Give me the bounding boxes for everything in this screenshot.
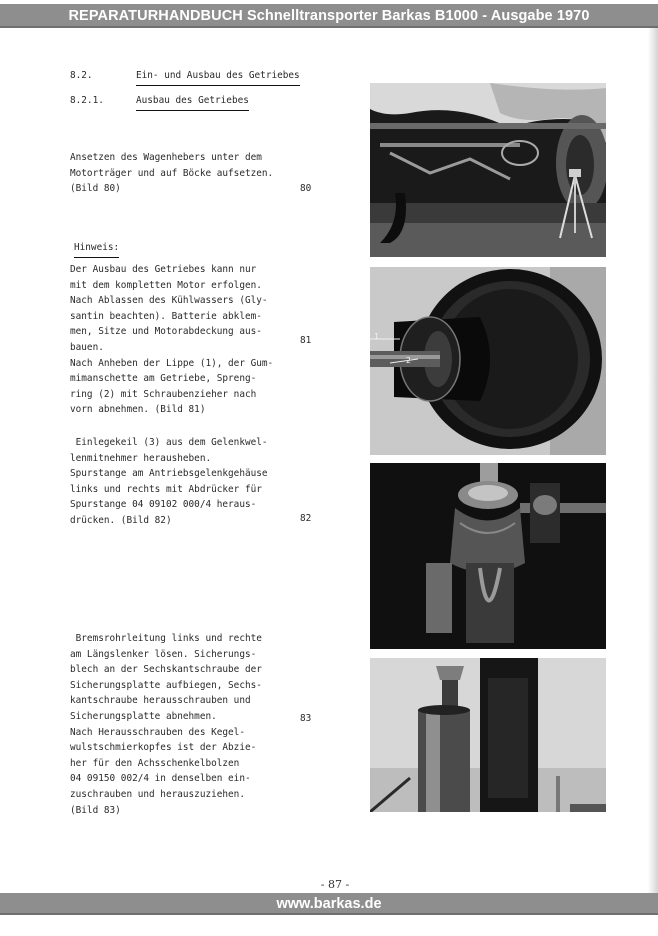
figure-label-1: 1: [374, 332, 379, 341]
text-line: blech an der Sechskantschraube der: [70, 664, 262, 676]
text-line: mit dem kompletten Motor erfolgen.: [70, 279, 262, 291]
page-number: - 87 -: [320, 878, 350, 891]
text-line: kantschraube herausschrauben und: [70, 695, 251, 707]
text-line: santin beachten). Batterie abklem-: [70, 310, 262, 322]
text-line: bauen.: [70, 342, 104, 353]
text-line: Nach Anheben der Lippe (1), der Gum-: [70, 357, 274, 369]
text-line: lenmitnehmer herausheben.: [70, 452, 212, 464]
text-line: (Bild 80): [70, 183, 121, 195]
text-line: Nach Ablassen des Kühlwassers (Gly-: [70, 295, 268, 307]
header-banner: [0, 4, 658, 28]
photo-bild-83: [370, 658, 606, 812]
text-line: (Bild 83): [70, 804, 121, 816]
section-number: 8.2.: [70, 70, 93, 81]
text-line: drücken. (Bild 82): [70, 515, 172, 526]
figure-ref-80: 80: [300, 183, 312, 195]
footer-banner: [0, 893, 658, 915]
figure-ref-83: 83: [300, 713, 312, 724]
subsection-number: 8.2.1.: [70, 95, 104, 106]
subsection-title: Ausbau des Getriebes: [136, 93, 249, 111]
text-line: her für den Achsschenkelbolzen: [70, 757, 240, 769]
figure-ref-81: 81: [300, 335, 312, 346]
text-line: wulstschmierkopfes ist der Abzie-: [70, 742, 257, 754]
text-line: men, Sitze und Motorabdeckung aus-: [70, 326, 262, 338]
header-title: REPARATURHANDBUCH Schnelltransporter Barkas B1000 - Ausgabe 1970: [68, 8, 590, 24]
text-line: Motorträger und auf Böcke aufsetzen.: [70, 167, 274, 179]
text-line: am Längslenker lösen. Sicherungs-: [70, 648, 257, 660]
section-title: Ein- und Ausbau des Getriebes: [136, 68, 300, 86]
page-edge-shadow: [648, 28, 658, 893]
text-line: Bremsrohrleitung links und rechte: [70, 633, 262, 644]
text-line: Spurstange 04 09102 000/4 heraus-: [70, 499, 257, 511]
text-line: zuschrauben und herauszuziehen.: [70, 789, 245, 800]
text-line: Ansetzen des Wagenhebers unter dem: [70, 152, 262, 163]
text-line: Der Ausbau des Getriebes kann nur: [70, 264, 257, 275]
photo-bild-81: [370, 267, 606, 455]
hint-heading: Hinweis:: [74, 240, 119, 258]
text-line: Sicherungsplatte abnehmen.: [70, 711, 217, 722]
text-line: Einlegekeil (3) aus dem Gelenkwel-: [70, 437, 268, 448]
footer-url[interactable]: www.barkas.de: [276, 896, 382, 912]
text-line: mimanschette am Getriebe, Spreng-: [70, 373, 257, 385]
text-line: ring (2) mit Schraubenzieher nach: [70, 388, 257, 400]
text-line: Spurstange am Antriebsgelenkgehäuse: [70, 468, 268, 480]
photo-bild-82: [370, 463, 606, 649]
text-line: vorn abnehmen. (Bild 81): [70, 404, 206, 416]
text-line: Sicherungsplatte aufbiegen, Sechs-: [70, 679, 262, 691]
text-line: Nach Herausschrauben des Kegel-: [70, 726, 245, 738]
figure-label-2: 2: [406, 356, 411, 365]
text-line: 04 09150 002/4 in denselben ein-: [70, 773, 251, 785]
figure-ref-82: 82: [300, 513, 312, 524]
photo-bild-80: [370, 83, 606, 257]
text-line: links und rechts mit Abdrücker für: [70, 483, 262, 495]
